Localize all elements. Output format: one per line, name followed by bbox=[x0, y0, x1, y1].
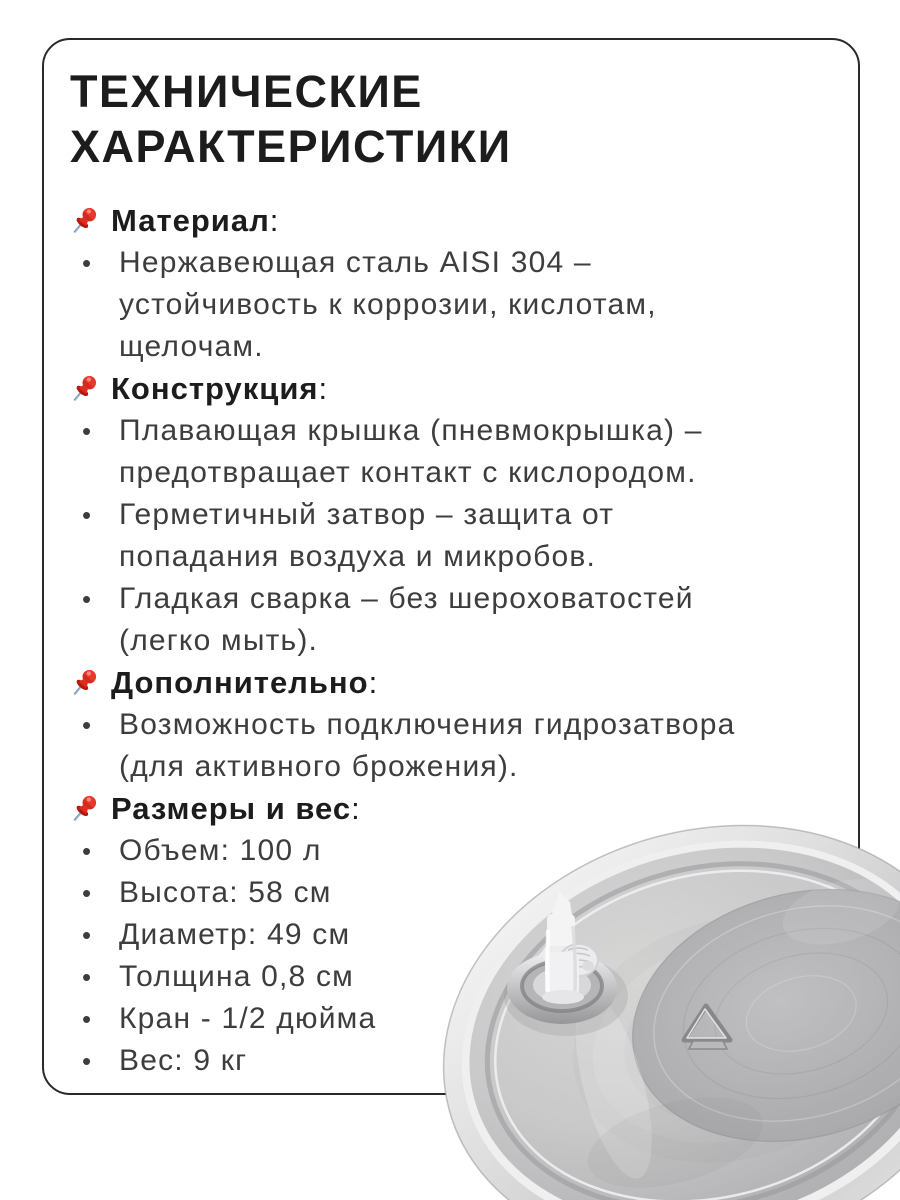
bullet-marker: • bbox=[82, 416, 92, 446]
section-heading-colon: : bbox=[351, 791, 361, 826]
section-material bbox=[70, 200, 844, 368]
list-item-line: устойчивость к коррозии, кислотам, bbox=[119, 288, 657, 321]
pushpin-icon bbox=[66, 371, 102, 407]
list-item-line: Диаметр: 49 см bbox=[119, 918, 351, 951]
title-line-2: ХАРАКТЕРИСТИКИ bbox=[70, 121, 512, 172]
section-heading-row bbox=[66, 662, 844, 704]
title-line-1: ТЕХНИЧЕСКИЕ bbox=[70, 66, 423, 117]
bullet-marker: • bbox=[82, 248, 92, 278]
section-construction bbox=[70, 368, 844, 662]
bullet-marker: • bbox=[82, 1004, 92, 1034]
list-item-line: Нержавеющая сталь AISI 304 – bbox=[119, 246, 592, 279]
list-item-line: (для активного брожения). bbox=[119, 750, 519, 783]
section-heading-row bbox=[66, 200, 844, 242]
list-item-line: Гладкая сварка – без шероховатостей bbox=[119, 582, 694, 615]
section-heading bbox=[111, 371, 328, 407]
list-item-line: Объем: 100 л bbox=[119, 834, 322, 867]
list-item-line: Возможность подключения гидрозатвора bbox=[119, 708, 736, 741]
pushpin-icon bbox=[66, 203, 102, 239]
list-item bbox=[70, 242, 844, 368]
pushpin-icon bbox=[66, 791, 102, 827]
bullet-marker: • bbox=[82, 710, 92, 740]
list-item bbox=[70, 578, 844, 662]
section-heading bbox=[111, 791, 361, 827]
steel-lid bbox=[400, 800, 900, 1200]
section-heading-label: Размеры и вес bbox=[111, 791, 352, 826]
section-heading-row bbox=[66, 368, 844, 410]
section-heading-label: Материал bbox=[111, 203, 270, 238]
list-item-line: попадания воздуха и микробов. bbox=[119, 540, 597, 573]
list-item-line: щелочам. bbox=[119, 330, 264, 363]
list-item-line: Плавающая крышка (пневмокрышка) – bbox=[119, 414, 703, 447]
list-item bbox=[70, 494, 844, 578]
section-heading bbox=[111, 203, 279, 239]
list-item-line: предотвращает контакт с кислородом. bbox=[119, 456, 697, 489]
section-heading-colon: : bbox=[318, 371, 329, 406]
pushpin-icon bbox=[66, 665, 102, 701]
section-heading bbox=[111, 665, 378, 701]
section-additional bbox=[70, 662, 844, 788]
section-heading-label: Конструкция bbox=[111, 371, 319, 406]
list-item-line: (легко мыть). bbox=[119, 624, 319, 657]
section-heading-colon: : bbox=[368, 665, 379, 700]
bullet-marker: • bbox=[82, 920, 92, 950]
section-heading-colon: : bbox=[269, 203, 280, 238]
list-item-line: Кран - 1/2 дюйма bbox=[119, 1002, 377, 1035]
list-item-line: Герметичный затвор – защита от bbox=[119, 498, 615, 531]
bullet-marker: • bbox=[82, 584, 92, 614]
bullet-marker: • bbox=[82, 500, 92, 530]
bullet-marker: • bbox=[82, 962, 92, 992]
list-item bbox=[70, 704, 844, 788]
list-item-line: Высота: 58 см bbox=[119, 876, 332, 909]
list-item-line: Толщина 0,8 см bbox=[119, 960, 355, 993]
product-photo-lid bbox=[400, 800, 900, 1200]
list-item bbox=[70, 410, 844, 494]
list-item-line: Вес: 9 кг bbox=[119, 1044, 248, 1077]
page-title bbox=[70, 64, 844, 174]
bullet-marker: • bbox=[82, 878, 92, 908]
section-heading-label: Дополнительно bbox=[111, 665, 369, 700]
bullet-marker: • bbox=[82, 836, 92, 866]
bullet-marker: • bbox=[82, 1046, 92, 1076]
